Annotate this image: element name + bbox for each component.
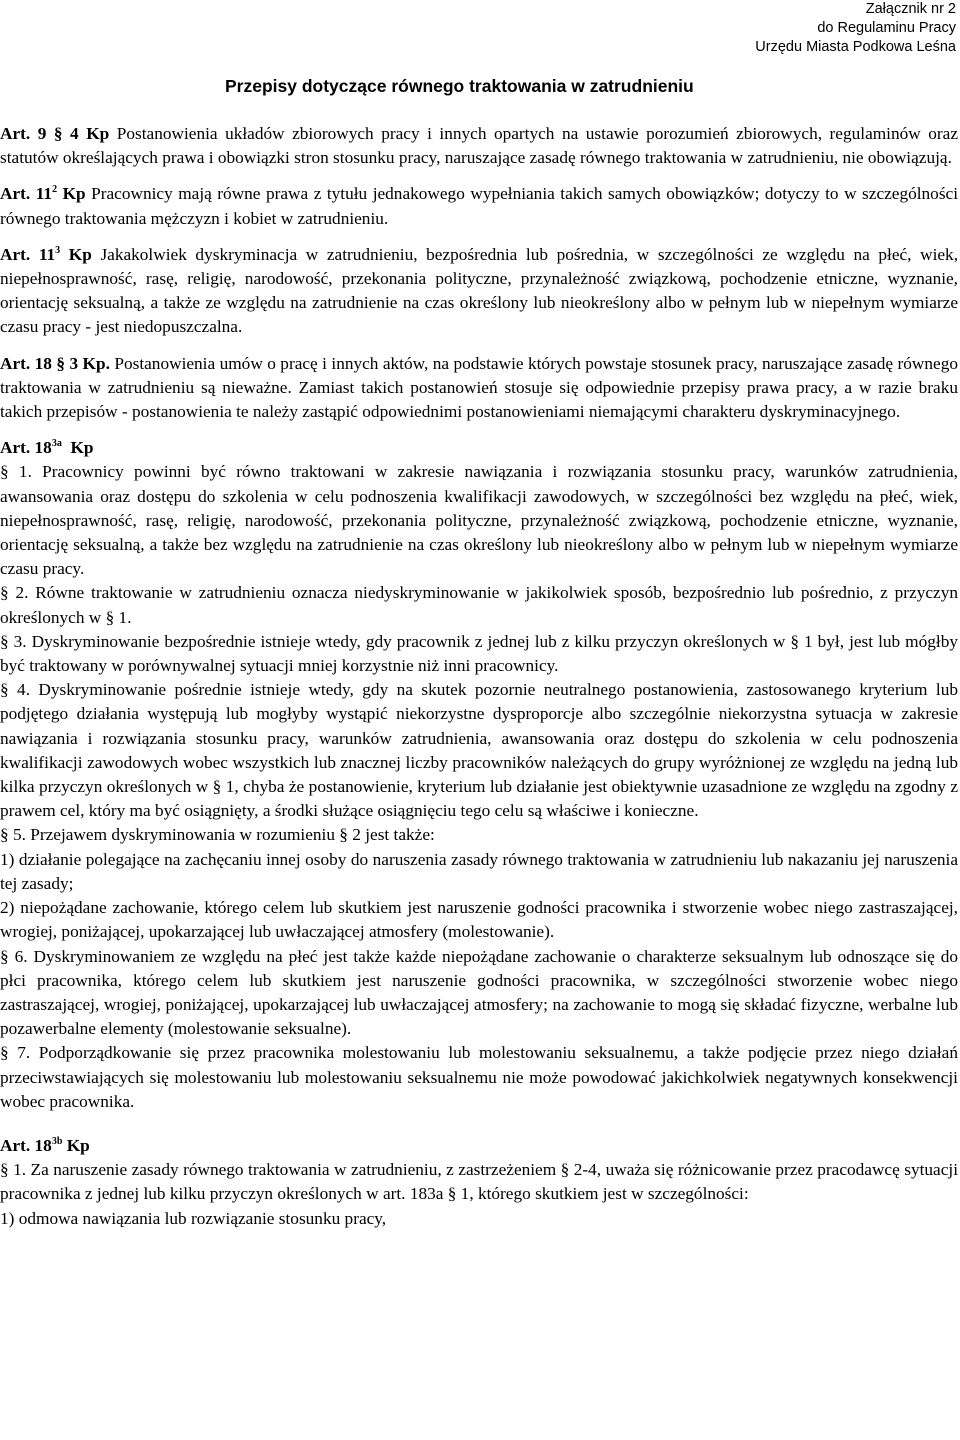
list-item: 2) niepożądane zachowanie, którego celem lub skutkiem jest naruszenie godności pracownika i stworzenie wobec niego zastraszającej, wrogiej, poniżającej, upokarzającej lub uwłaczającej atmosfery (molestowanie). xyxy=(0,898,958,942)
article-18-3b-heading xyxy=(0,1134,958,1158)
article-text: Postanowienia umów o pracę i innych aktów, na podstawie których powstaje stosunek pracy, naruszające zasadę równego traktowania w zatrudnieniu są nieważne. Zamiast takich postanowień stosuje się odpowiednie przepisy prawa pracy, a w razie braku takich przepisów - postanowienia te należy zastąpić odpowiednimi postanowieniami niemającymi charakteru dyskryminacyjnego. xyxy=(0,353,958,422)
document-body xyxy=(0,122,958,1231)
paragraph: § 2. Równe traktowanie w zatrudnieniu oznacza niedyskryminowanie w jakikolwiek sposób, bezpośrednio lub pośrednio, z przyczyn określonych w § 1. xyxy=(0,583,958,627)
article-label: Art. $18^{3a}$ Kp xyxy=(0,438,94,458)
article-label: Art. 9 § 4 Kp xyxy=(0,124,110,143)
article-18-3 xyxy=(0,352,958,425)
paragraph: § 4. Dyskryminowanie pośrednie istnieje wtedy, gdy na skutek pozornie neutralnego postanowienia, zastosowanego kryterium lub podjętego działania występują lub mogłyby wystąpić niekorzystne dysproporcje albo szczególnie niekorzystna sytuacja w zakresie nawiązania i rozwiązania stosunku pracy, warunków zatrudnienia, awansowania oraz dostępu do szkolenia w celu podnoszenia kwalifikacji zawodowych wobec wszystkich lub znacznej liczby pracowników należących do grupy wyróżnionej ze względu na jedną lub kilka przyczyn określonych w § 1, chyba że postanowienie, kryterium lub działanie jest obiektywnie uzasadnione ze względu na zgodny z prawem cel, który ma być osiągnięty, a środki służące osiągnięciu tego celu są właściwe i konieczne. xyxy=(0,680,958,821)
article-11-3 xyxy=(0,243,958,340)
paragraph: § 1. Pracownicy powinni być równo traktowani w zakresie nawiązania i rozwiązania stosunku pracy, warunków zatrudnienia, awansowania oraz dostępu do szkolenia w celu podnoszenia kwalifikacji zawodowych, w szczególności bez względu na płeć, wiek, niepełnosprawność, rasę, religię, narodowość, przekonania polityczne, przynależność związkową, pochodzenie etniczne, wyznanie, orientację seksualną, a także bez względu na zatrudnienie na czas określony lub nieokreślony albo w pełnym lub w niepełnym wymiarze czasu pracy. xyxy=(0,462,958,579)
attachment-line-3: Urzędu Miasta Podkowa Leśna xyxy=(755,39,956,55)
article-text: Postanowienia układów zbiorowych pracy i innych opartych na ustawie porozumień zbiorowych, regulaminów oraz statutów określających prawa i obowiązki stron stosunku pracy, naruszające zasadę równego traktowania w zatrudnieniu, nie obowiązują. xyxy=(0,124,958,168)
article-label: Art. $18^{3b}$ Kp xyxy=(0,1135,90,1155)
paragraph: § 5. Przejawem dyskryminowania w rozumieniu § 2 jest także: xyxy=(0,825,435,845)
paragraph: § 6. Dyskryminowaniem ze względu na płeć jest także każde niepożądane zachowanie o charakterze seksualnym lub odnoszące się do płci pracownika, którego celem lub skutkiem jest naruszenie godności pracownika, w szczególności stworzenie wobec niego zastraszającej, wrogiej, poniżającej, upokarzającej lub uwłaczającej atmosfery; na zachowanie to mogą się składać fizyczne, werbalne lub pozawerbalne elementy (molestowanie seksualne). xyxy=(0,946,958,1039)
article-text: Jakakolwiek dyskryminacja w zatrudnieniu, bezpośrednia lub pośrednia, w szczególności ze względu na płeć, wiek, niepełnosprawność, rasę, religię, narodowość, przekonania polityczne, przynależność związkową, pochodzenie etniczne, wyznanie, orientację seksualną, a także ze względu na zatrudnienie na czas określony lub nieokreślony albo w pełnym lub w niepełnym wymiarze czasu pracy - jest niedopuszczalna. xyxy=(0,244,959,337)
article-18-3a-heading xyxy=(0,436,958,460)
list-item: 1) odmowa nawiązania lub rozwiązanie stosunku pracy, xyxy=(0,1208,387,1228)
paragraph: § 1. Za naruszenie zasady równego traktowania w zatrudnieniu, z zastrzeżeniem § 2-4, uważa się różnicowanie przez pracodawcę sytuacji pracownika z jednej lub kilku przyczyn określonych w art. 183a § 1, którego skutkiem jest w szczególności: xyxy=(0,1160,958,1204)
article-label: Art. $11^3$ Kp xyxy=(0,244,92,264)
attachment-line-1: Załącznik nr 2 xyxy=(865,1,956,17)
article-label: Art. $11^2$ Kp xyxy=(0,184,86,204)
article-9-4 xyxy=(0,122,958,170)
list-item: 1) działanie polegające na zachęcaniu innej osoby do naruszenia zasady równego traktowania w zatrudnieniu lub nakazaniu jej naruszenia tej zasady; xyxy=(0,849,958,893)
attachment-note xyxy=(755,0,956,57)
paragraph: § 7. Podporządkowanie się przez pracownika molestowaniu lub molestowaniu seksualnemu, a także podjęcie przez niego działań przeciwstawiających się molestowaniu lub molestowaniu seksualnemu nie może powodować jakichkolwiek negatywnych konsekwencji wobec pracownika. xyxy=(0,1043,958,1111)
article-text: Pracownicy mają równe prawa z tytułu jednakowego wypełniania takich samych obowiązków; dotyczy to w szczególności równego traktowania mężczyzn i kobiet w zatrudnieniu. xyxy=(0,184,959,228)
article-label: Art. 18 § 3 Kp. xyxy=(0,353,110,373)
article-11-2 xyxy=(0,182,958,230)
document-title: Przepisy dotyczące równego traktowania w zatrudnieniu xyxy=(225,76,694,96)
paragraph: § 3. Dyskryminowanie bezpośrednie istnieje wtedy, gdy pracownik z jednej lub z kilku przyczyn określonych w § 1 był, jest lub mógłby być traktowany w porównywalnej sytuacji mniej korzystnie niż inni pracownicy. xyxy=(0,631,958,676)
attachment-line-2: do Regulaminu Pracy xyxy=(817,20,956,36)
